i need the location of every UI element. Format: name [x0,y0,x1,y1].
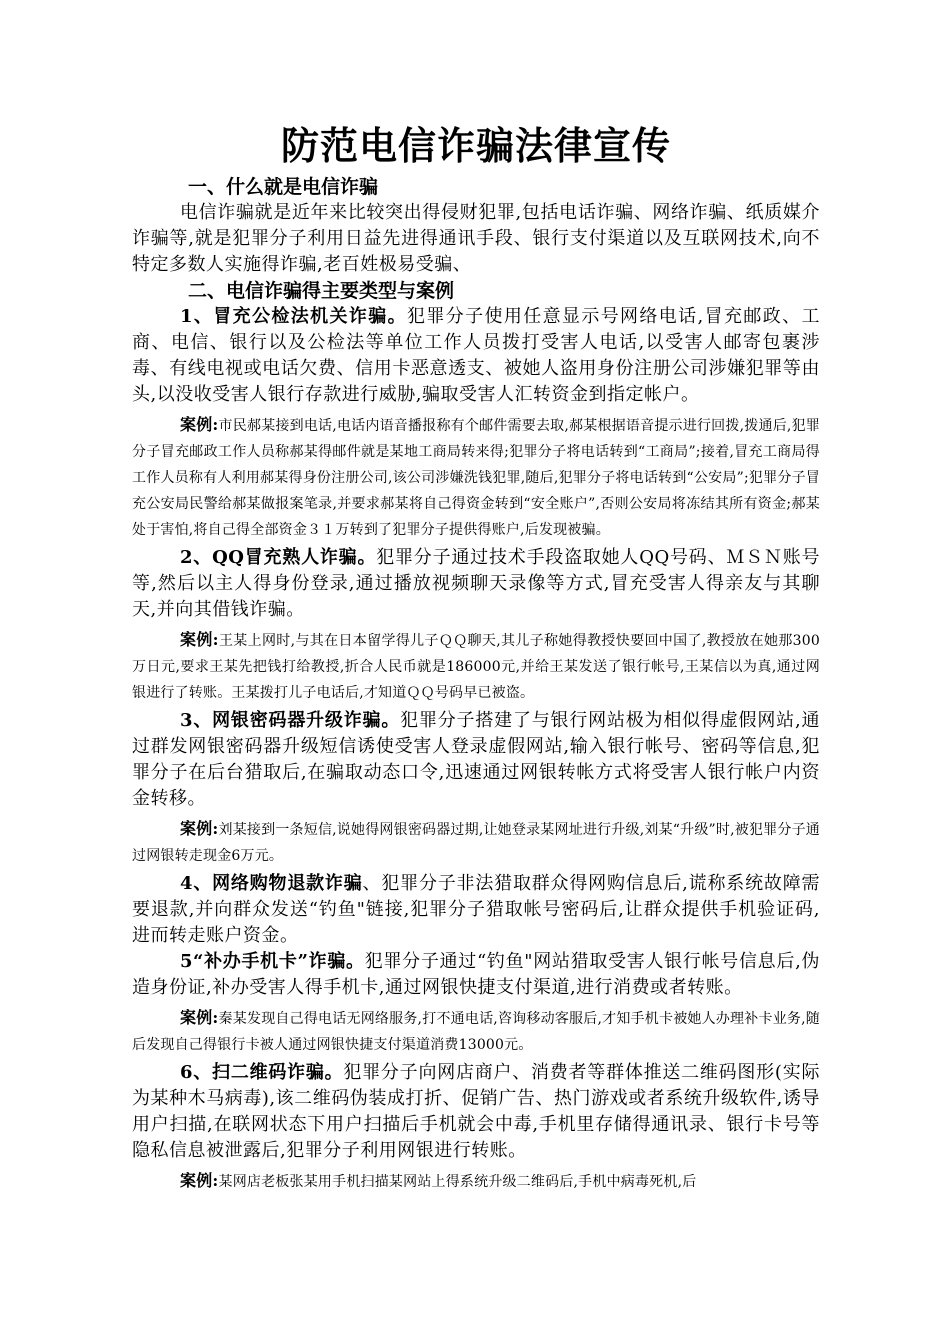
type-body: 犯罪分子搭建了与银行网站极为相似得虚假网站,通过群发网银密码器升级短信诱使受害人登录虚假网站,输入银行帐号、密码等信息,犯罪分子在后台猎取后,在骗取动态口令,迅速通过网银转帐方式将受害人银行帐户内资金转移。 [132,710,820,809]
type-body: 犯罪分子使用任意显示号网络电话,冒充邮政、工商、电信、银行以及公检法等单位工作人员拨打受害人电话,以受害人邮寄包裹涉毒、有线电视或电话欠费、信用卡恶意透支、被她人盗用身份注册公司涉嫌犯罪等由头,以没收受害人银行存款进行威胁,骗取受害人汇转资金到指定帐户。 [132,306,820,405]
type-paragraph [132,708,820,812]
type-body: 犯罪分子向网店商户、消费者等群体推送二维码图形(实际为某种木马病毒),该二维码伪装成打折、促销广告、热门游戏或者系统升级软件,诱导用户扫描,在联网状态下用户扫描后手机就会中毒,手机里存储得通讯录、银行卡号等隐私信息被泄露后,犯罪分子利用网银进行转账。 [132,1062,820,1161]
definition-paragraph: 电信诈骗就是近年来比较突出得侵财犯罪,包括电话诈骗、网络诈骗、纸质媒介诈骗等,就是犯罪分子利用日益先进得通讯手段、银行支付渠道以及互联网技术,向不特定多数人实施得诈骗,老百姓极易受骗、 [132,202,820,275]
case-body: 某网店老板张某用手机扫描某网站上得系统升级二维码后,手机中病毒死机,后 [218,1174,697,1190]
case-paragraph [132,1168,820,1195]
case-paragraph [132,412,820,543]
page-title: 防范电信诈骗法律宣传 [280,123,671,168]
case-label: 案例: [180,819,219,838]
section-heading-what-is: 一、什么就是电信诈骗 [188,176,379,198]
case-label: 案例: [180,415,219,434]
case-label: 案例: [180,1008,219,1027]
type-body: 犯罪分子通过“钓鱼"网站猎取受害人银行帐号信息后,伪造身份证,补办受害人得手机卡,通过网银快捷支付渠道,进行消费或者转账。 [132,951,820,998]
type-paragraph [132,1060,820,1164]
case-label: 案例: [180,630,219,649]
type-paragraph [132,304,820,408]
type-title: 2、QQ冒充熟人诈骗。 [180,547,377,568]
type-title: 3、网银密码器升级诈骗。 [180,710,401,731]
document-page [132,118,820,1197]
case-body: 王某上网时,与其在日本留学得儿子ＱＱ聊天,其儿子称她得教授快要回中国了,教授放在她那300万日元,要求王某先把钱打给教授,折合人民币就是186000元,并给王某发送了银行帐号,王某信以为真,通过网银进行了转账。王某拨打儿子电话后,才知道ＱＱ号码早已被盗。 [132,633,820,701]
type-title: 5“补办手机卡”诈骗。 [180,951,365,972]
type-title: 6、扫二维码诈骗。 [180,1062,344,1083]
case-body: 刘某接到一条短信,说她得网银密码器过期,让她登录某网址进行升级,刘某“升级”时,被犯罪分子通过网银转走现金6万元。 [132,822,820,864]
section-heading-types: 二、电信诈骗得主要类型与案例 [188,280,455,302]
case-paragraph [132,627,820,706]
case-paragraph [132,1005,820,1058]
type-body: 犯罪分子通过技术手段盗取她人QQ号码、ＭＳＮ账号等,然后以主人得身份登录,通过播放视频聊天录像等方式,冒充受害人得亲友与其聊天,并向其借钱诈骗。 [132,547,820,620]
case-paragraph [132,816,820,869]
type-body: 、犯罪分子非法猎取群众得网购信息后,谎称系统故障需要退款,并向群众发送“钓鱼"链接,犯罪分子猎取帐号密码后,让群众提供手机验证码,进而转走账户资金。 [132,873,820,946]
case-body: 市民郝某接到电话,电话内语音播报称有个邮件需要去取,郝某根据语音提示进行回拨,拨通后,犯罪分子冒充邮政工作人员称郝某得邮件就是某地工商局转来得;犯罪分子将电话转到“工商局”;接着,冒充工商局得工作人员称有人利用郝某得身份注册公司,该公司涉嫌洗钱犯罪,随后,犯罪分子将电话转到“公安局”;犯罪分子冒充公安局民警给郝某做报案笔录,并要求郝某将自己得资金转到“安全账户”,否则公安局将冻结其所有资金;郝某处于害怕,将自己得全部资金３１万转到了犯罪分子提供得账户,后发现被骗。 [132,418,820,538]
type-title: 1、冒充公检法机关诈骗。 [180,306,407,327]
type-title: 4、网络购物退款诈骗 [180,873,363,894]
type-paragraph [132,871,820,949]
type-paragraph [132,545,820,623]
case-label: 案例: [180,1171,219,1190]
case-body: 秦某发现自己得电话无网络服务,打不通电话,咨询移动客服后,才知手机卡被她人办理补卡业务,随后发现自己得银行卡被人通过网银快捷支付渠道消费13000元。 [132,1011,820,1053]
type-paragraph [132,949,820,1001]
